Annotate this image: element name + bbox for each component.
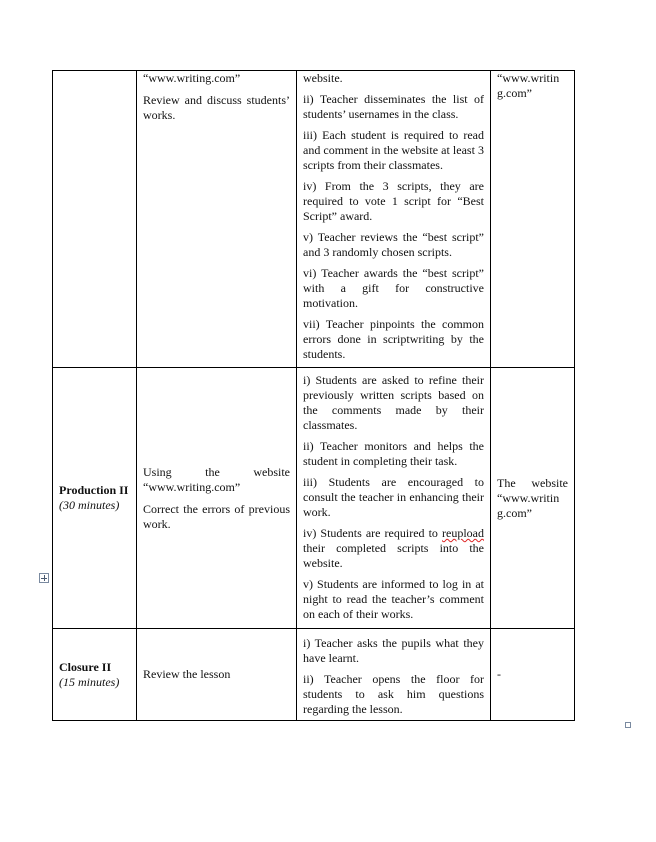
procedures-cell bbox=[297, 629, 491, 721]
procedure-step: ii) Teacher disseminates the list of students’ usernames in the class. bbox=[303, 92, 484, 121]
procedure-step: iv) From the 3 scripts, they are required to vote 1 script for “Best Script” award. bbox=[303, 179, 484, 223]
activity-text: Review the lesson bbox=[143, 667, 231, 681]
stage-cell bbox=[53, 368, 137, 629]
activities-cell bbox=[137, 629, 297, 721]
procedures-cell bbox=[297, 71, 491, 368]
procedure-step: i) Teacher asks the pupils what they have learnt. bbox=[303, 636, 484, 665]
stage-title: Closure II bbox=[59, 659, 112, 674]
spelling-flag[interactable]: reupload bbox=[442, 526, 484, 540]
stage-cell bbox=[53, 629, 137, 721]
resource-text: The website “www.writing.com” bbox=[497, 475, 568, 520]
table-row bbox=[53, 71, 575, 368]
stage-title: Production II bbox=[59, 483, 129, 497]
stage-duration: (30 minutes) bbox=[59, 498, 120, 512]
procedure-step: vi) Teacher awards the “best script” with a gift for constructive motivation. bbox=[303, 266, 484, 310]
resource-text: - bbox=[497, 667, 501, 681]
procedure-step: iii) Students are encouraged to consult the teacher in enhancing their work. bbox=[303, 475, 484, 519]
resources-cell bbox=[491, 71, 575, 368]
resources-cell bbox=[491, 368, 575, 629]
table-row bbox=[53, 629, 575, 721]
procedure-step: vii) Teacher pinpoints the common errors done in scriptwriting by the students. bbox=[303, 317, 484, 361]
procedure-step bbox=[303, 526, 484, 571]
procedure-step: i) Students are asked to refine their previously written scripts based on the comments made by their classmates. bbox=[303, 373, 484, 432]
resource-text: “www.writing.com” bbox=[497, 71, 560, 100]
procedure-step: iii) Each student is required to read and comment in the website at least 3 scripts from their classmates. bbox=[303, 128, 484, 172]
resources-cell bbox=[491, 629, 575, 721]
procedure-step: website. bbox=[303, 71, 343, 85]
stage-cell bbox=[53, 71, 137, 368]
procedure-step-end: their completed scripts into the website. bbox=[303, 541, 484, 570]
procedure-step-start: iv) Students are required to bbox=[303, 526, 443, 540]
activity-text: Correct the errors of previous work. bbox=[143, 501, 290, 531]
activity-text: Using the website “www.writing.com” bbox=[143, 464, 290, 494]
stage-duration: (15 minutes) bbox=[59, 674, 120, 689]
procedures-cell bbox=[297, 368, 491, 629]
procedure-step: v) Teacher reviews the “best script” and 3 randomly chosen scripts. bbox=[303, 230, 484, 259]
lesson-plan-table bbox=[52, 70, 575, 721]
activity-text: “www.writing.com” bbox=[143, 71, 241, 85]
table-row bbox=[53, 368, 575, 629]
procedure-step: ii) Teacher monitors and helps the student in completing their task. bbox=[303, 439, 484, 468]
table-resize-handle-icon[interactable] bbox=[625, 722, 631, 728]
activities-cell bbox=[137, 71, 297, 368]
activities-cell bbox=[137, 368, 297, 629]
procedure-step: ii) Teacher opens the floor for students to ask him questions regarding the lesson. bbox=[303, 672, 484, 716]
table-move-handle-icon[interactable] bbox=[39, 573, 49, 583]
procedure-step: v) Students are informed to log in at night to read the teacher’s comment on each of their works. bbox=[303, 577, 484, 621]
activity-text: Review and discuss students’ works. bbox=[143, 93, 290, 122]
